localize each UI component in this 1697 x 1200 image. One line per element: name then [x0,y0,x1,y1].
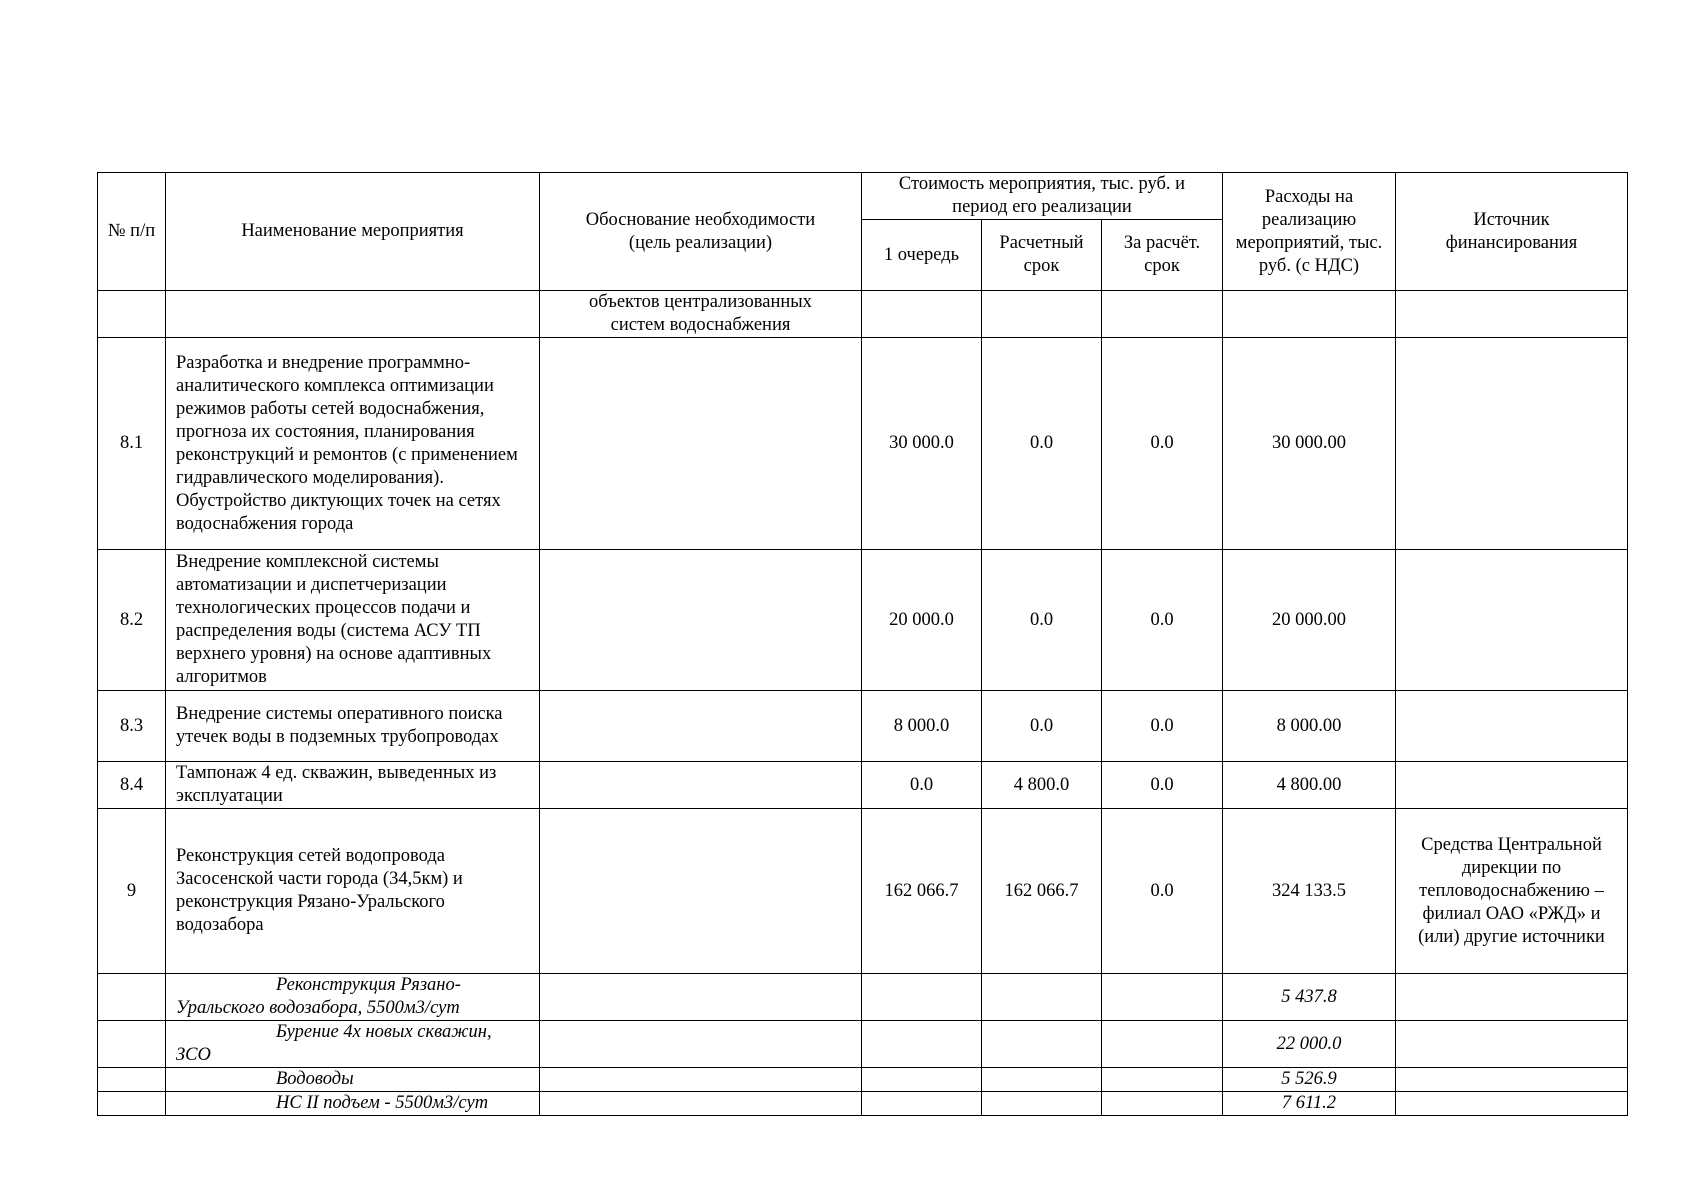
measures-table [97,172,1628,1116]
row-over [1102,974,1223,1021]
row-justification [540,1092,862,1116]
row-name: Бурение 4х новых скважин, ЗСО [166,1021,540,1068]
row-num: 8.3 [98,691,166,762]
row-total [1223,291,1396,338]
header-num: № п/п [98,173,166,291]
header-row-1 [98,173,1628,220]
row-name: Реконструкция сетей водопровода Засосенской части города (34,5км) и реконструкция Рязано-Уральского водозабора [166,809,540,974]
row-justification [540,974,862,1021]
table-row [98,291,1628,338]
row-justification [540,550,862,691]
row-num [98,291,166,338]
table-subrow [98,1092,1628,1116]
row-source: Средства Центральной дирекции по тепловодоснабжению – филиал ОАО «РЖД» и (или) другие источники [1396,809,1628,974]
row-stage1: 0.0 [862,762,982,809]
row-total: 20 000.00 [1223,550,1396,691]
table-row-bold [98,809,1628,974]
row-justification: объектов централизованных систем водоснабжения [540,291,862,338]
header-justification: Обоснование необходимости (цель реализации) [540,173,862,291]
table-subrow [98,1021,1628,1068]
row-source [1396,1021,1628,1068]
table-row [98,550,1628,691]
row-source [1396,762,1628,809]
row-over [1102,1068,1223,1092]
row-name: Водоводы [166,1068,540,1092]
table-row [98,338,1628,550]
row-over: 0.0 [1102,809,1223,974]
row-stage1: 162 066.7 [862,809,982,974]
row-total: 4 800.00 [1223,762,1396,809]
header-source: Источник финансирования [1396,173,1628,291]
row-num [98,1021,166,1068]
table-row [98,691,1628,762]
row-stage1: 30 000.0 [862,338,982,550]
header-cost-group: Стоимость мероприятия, тыс. руб. и период его реализации [862,173,1223,220]
row-stage1: 8 000.0 [862,691,982,762]
row-calc [982,1092,1102,1116]
row-justification [540,691,862,762]
row-justification [540,338,862,550]
row-source [1396,1068,1628,1092]
row-num: 8.1 [98,338,166,550]
row-total: 8 000.00 [1223,691,1396,762]
header-expenses: Расходы на реализацию мероприятий, тыс. руб. (с НДС) [1223,173,1396,291]
row-name: Тампонаж 4 ед. скважин, выведенных из эксплуатации [166,762,540,809]
row-stage1 [862,1068,982,1092]
row-calc [982,1068,1102,1092]
row-source [1396,291,1628,338]
table-row [98,762,1628,809]
row-over [1102,291,1223,338]
row-source [1396,691,1628,762]
row-over: 0.0 [1102,762,1223,809]
row-name: Реконструкция Рязано-Уральского водозабора, 5500м3/сут [166,974,540,1021]
row-stage1 [862,1021,982,1068]
row-name: НС II подъем - 5500м3/сут [166,1092,540,1116]
row-num [98,974,166,1021]
row-justification [540,1068,862,1092]
row-calc: 0.0 [982,550,1102,691]
row-total: 22 000.0 [1223,1021,1396,1068]
row-calc [982,1021,1102,1068]
row-over: 0.0 [1102,550,1223,691]
table-subrow [98,974,1628,1021]
row-stage1: 20 000.0 [862,550,982,691]
row-source [1396,338,1628,550]
row-over [1102,1021,1223,1068]
table-subrow [98,1068,1628,1092]
row-source [1396,1092,1628,1116]
row-calc [982,974,1102,1021]
row-total: 324 133.5 [1223,809,1396,974]
row-total: 5 526.9 [1223,1068,1396,1092]
row-name: Внедрение комплексной системы автоматизации и диспетчеризации технологических процессов подачи и распределения воды (система АСУ ТП верхнего уровня) на основе адаптивных алгоритмов [166,550,540,691]
row-name: Внедрение системы оперативного поиска утечек воды в подземных трубопроводах [166,691,540,762]
row-name: Разработка и внедрение программно-аналитического комплекса оптимизации режимов работы сетей водоснабжения, прогноза их состояния, планирования реконструкций и ремонтов (с применением гидравлического моделирования). Обустройство диктующих точек на сетях водоснабжения города [166,338,540,550]
header-over-calc: За расчёт. срок [1102,220,1223,291]
row-stage1 [862,1092,982,1116]
row-justification [540,809,862,974]
row-num [98,1092,166,1116]
row-num: 8.2 [98,550,166,691]
row-justification [540,762,862,809]
row-name [166,291,540,338]
row-over: 0.0 [1102,338,1223,550]
row-over [1102,1092,1223,1116]
row-over: 0.0 [1102,691,1223,762]
header-stage1: 1 очередь [862,220,982,291]
row-num [98,1068,166,1092]
row-stage1 [862,974,982,1021]
row-num: 8.4 [98,762,166,809]
row-calc: 0.0 [982,338,1102,550]
row-total: 30 000.00 [1223,338,1396,550]
row-stage1 [862,291,982,338]
header-calc-period: Расчетный срок [982,220,1102,291]
header-name: Наименование мероприятия [166,173,540,291]
row-calc: 4 800.0 [982,762,1102,809]
row-source [1396,550,1628,691]
row-calc: 162 066.7 [982,809,1102,974]
row-calc [982,291,1102,338]
row-source [1396,974,1628,1021]
row-num: 9 [98,809,166,974]
row-calc: 0.0 [982,691,1102,762]
row-justification [540,1021,862,1068]
row-total: 5 437.8 [1223,974,1396,1021]
row-total: 7 611.2 [1223,1092,1396,1116]
